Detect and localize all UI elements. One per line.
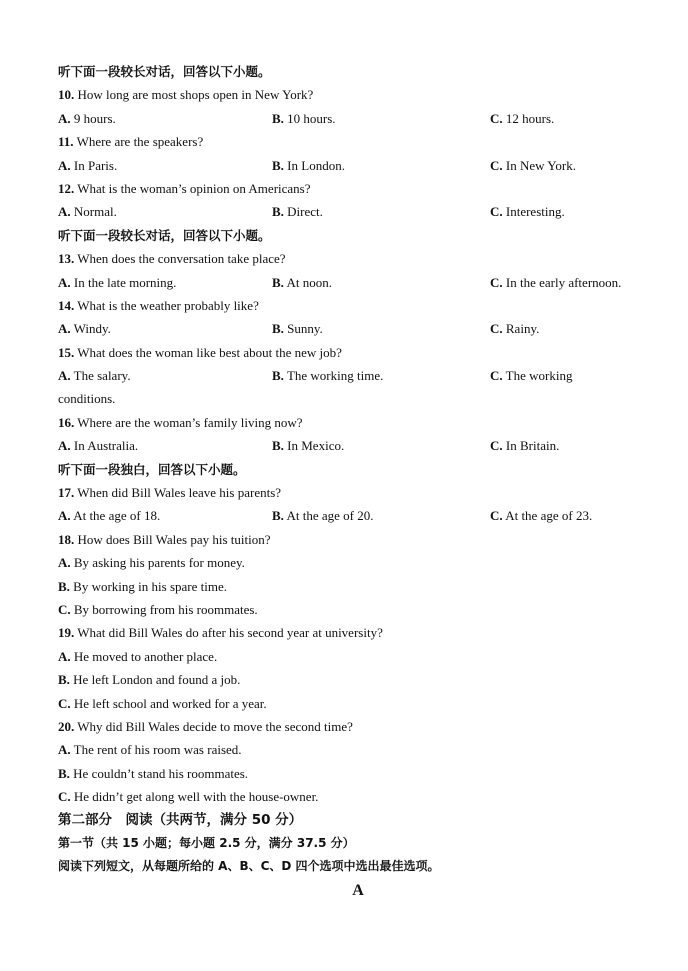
question-text: How does Bill Wales pay his tuition? bbox=[77, 531, 271, 547]
option-a: A. Windy. bbox=[58, 321, 111, 337]
question-14 bbox=[58, 294, 658, 317]
option-a: A. The rent of his room was raised. bbox=[58, 742, 242, 758]
question-number: 18. bbox=[58, 531, 75, 547]
option-c: C. At the age of 23. bbox=[490, 508, 593, 524]
question-15 bbox=[58, 341, 658, 364]
reading-instruction: 阅读下列短文，从每题所给的 A、B、C、D 四个选项中选出最佳选项。 bbox=[58, 859, 440, 874]
option-a: A. In Australia. bbox=[58, 438, 139, 454]
section-instruction: 听下面一段独白，回答以下小题。 bbox=[58, 461, 246, 477]
question-11 bbox=[58, 130, 658, 153]
question-19 bbox=[58, 621, 658, 644]
question-number: 11. bbox=[58, 134, 74, 150]
option-b: B. In London. bbox=[272, 157, 345, 173]
question-number: 20. bbox=[58, 718, 75, 734]
options-13 bbox=[58, 271, 658, 294]
option-c: C. In New York. bbox=[490, 157, 576, 173]
section-heading: 第一节（共 15 小题；每小题 2.5 分，满分 37.5 分） bbox=[58, 835, 355, 850]
question-text: What is the weather probably like? bbox=[77, 297, 259, 313]
question-number: 16. bbox=[58, 414, 75, 430]
option-b: B. He couldn’t stand his roommates. bbox=[58, 765, 249, 781]
passage-letter: A bbox=[352, 881, 364, 899]
option-a: A. Normal. bbox=[58, 204, 117, 220]
options-17 bbox=[58, 504, 658, 527]
question-20 bbox=[58, 715, 658, 738]
option-c: C. The working bbox=[490, 368, 573, 384]
question-number: 19. bbox=[58, 625, 75, 641]
option-a: A. In Paris. bbox=[58, 157, 118, 173]
question-text: How long are most shops open in New York? bbox=[77, 87, 314, 103]
part-heading: 第二部分 阅读（共两节，满分 50 分） bbox=[58, 811, 303, 828]
question-number: 15. bbox=[58, 344, 75, 360]
question-17 bbox=[58, 481, 658, 504]
option-a: A. He moved to another place. bbox=[58, 648, 218, 664]
question-number: 12. bbox=[58, 180, 75, 196]
option-b: B. At noon. bbox=[272, 274, 332, 290]
question-number: 14. bbox=[58, 297, 75, 313]
question-16 bbox=[58, 411, 658, 434]
option-b: B. Direct. bbox=[272, 204, 323, 220]
section-instruction: 听下面一段较长对话，回答以下小题。 bbox=[58, 64, 271, 79]
option-c: C. He left school and worked for a year. bbox=[58, 695, 267, 711]
question-text: What is the woman’s opinion on Americans? bbox=[77, 180, 311, 196]
option-c: C. He didn’t get along well with the house-owner. bbox=[58, 789, 319, 805]
options-16 bbox=[58, 434, 658, 457]
option-b: B. In Mexico. bbox=[272, 438, 345, 454]
question-13 bbox=[58, 247, 658, 270]
option-c: C. In Britain. bbox=[490, 438, 560, 454]
options-14 bbox=[58, 317, 658, 340]
question-18 bbox=[58, 528, 658, 551]
option-c: C. Interesting. bbox=[490, 204, 565, 220]
option-c: C. In the early afternoon. bbox=[490, 274, 622, 290]
question-number: 10. bbox=[58, 87, 75, 103]
option-b: B. The working time. bbox=[272, 368, 384, 384]
section-instruction: 听下面一段较长对话，回答以下小题。 bbox=[58, 227, 271, 243]
option-b: B. Sunny. bbox=[272, 321, 323, 337]
option-b: B. 10 hours. bbox=[272, 110, 336, 126]
options-15 bbox=[58, 364, 658, 387]
option-c: C. By borrowing from his roommates. bbox=[58, 601, 258, 617]
options-12 bbox=[58, 200, 658, 223]
option-c: C. 12 hours. bbox=[490, 110, 555, 126]
option-c: C. Rainy. bbox=[490, 321, 540, 337]
question-text: What did Bill Wales do after his second year at university? bbox=[77, 625, 383, 641]
option-a: A. By asking his parents for money. bbox=[58, 555, 245, 571]
options-11 bbox=[58, 154, 658, 177]
option-a: A. The salary. bbox=[58, 368, 131, 384]
question-number: 17. bbox=[58, 485, 75, 501]
option-b: B. By working in his spare time. bbox=[58, 578, 227, 594]
question-text: When did Bill Wales leave his parents? bbox=[77, 485, 282, 501]
question-10 bbox=[58, 83, 658, 106]
question-number: 13. bbox=[58, 251, 75, 267]
option-a: A. In the late morning. bbox=[58, 274, 177, 290]
question-text: Where are the woman’s family living now? bbox=[77, 414, 303, 430]
option-b: B. He left London and found a job. bbox=[58, 672, 241, 688]
question-12 bbox=[58, 177, 658, 200]
question-text: When does the conversation take place? bbox=[77, 251, 286, 267]
options-10 bbox=[58, 107, 658, 130]
question-text: Why did Bill Wales decide to move the second time? bbox=[77, 718, 353, 734]
option-a: A. 9 hours. bbox=[58, 110, 116, 126]
option-b: B. At the age of 20. bbox=[272, 508, 374, 524]
exam-page bbox=[58, 60, 658, 902]
option-c-continuation: conditions. bbox=[58, 391, 116, 407]
question-text: What does the woman like best about the new job? bbox=[77, 344, 342, 360]
option-a: A. At the age of 18. bbox=[58, 508, 161, 524]
question-text: Where are the speakers? bbox=[76, 134, 204, 150]
